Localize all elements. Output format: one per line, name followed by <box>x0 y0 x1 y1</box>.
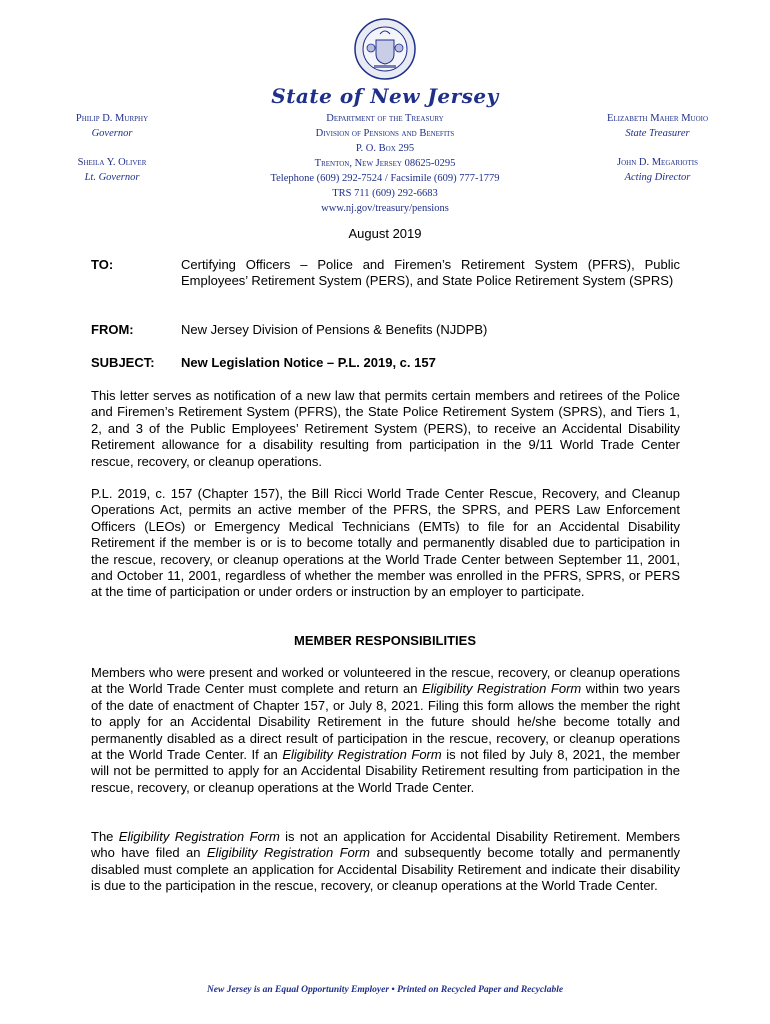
governor-title: Governor <box>91 128 133 139</box>
memo-to-label: TO: <box>91 257 114 272</box>
p4-text-b: is not an application for Accidental Disability Retirement. Members who have filed an <box>91 829 681 861</box>
p4-form-name-1: Eligibility Registration Form <box>118 829 280 844</box>
p3-form-name-2: Eligibility Registration Form <box>282 747 442 763</box>
lt-governor-title: Lt. Governor <box>84 172 140 183</box>
city-address: Trenton, New Jersey 08625-0295 <box>314 158 456 169</box>
p3-text-c: is not filed by July 8, 2021, the member will not be permitted to apply for an Accidental Disability Retirement resulting from participation in the rescue, recovery, or cleanup operations at the World Trade Center. <box>91 747 680 795</box>
p3-text-a: Members who were present and worked or volunteered in the rescue, recovery, or cleanup operations at the World Trade Center must complete and return an <box>91 665 680 697</box>
trs-number: TRS 711 (609) 292-6683 <box>332 188 438 199</box>
director-name: John D. Megariotis <box>617 157 698 168</box>
phone-fax: Telephone (609) 292-7524 / Facsimile (609) 777-1779 <box>270 173 500 184</box>
division-name: Division of Pensions and Benefits <box>315 128 455 139</box>
section-title-member-responsibilities: MEMBER RESPONSIBILITIES <box>293 633 477 648</box>
treasurer-name: Elizabeth Maher Muoio <box>606 113 709 124</box>
state-seal-logo <box>354 18 416 80</box>
memo-subject-label: SUBJECT: <box>91 355 155 370</box>
p4-text-c: and subsequently become totally and permanently disabled must complete an application for Accidental Disability Retirement and indicate their disability is due to the participation in the rescue, recovery, or cleanup operations at the World Trade Center. <box>91 845 680 894</box>
website-link[interactable]: www.nj.gov/treasury/pensions <box>321 203 449 214</box>
letterhead-left-column <box>52 111 172 185</box>
p3-form-name-1: Eligibility Registration Form <box>421 681 582 697</box>
body-paragraph-4 <box>91 829 680 895</box>
director-title: Acting Director <box>624 172 691 183</box>
body-paragraph-3 <box>91 665 680 796</box>
p4-text-a: The <box>91 829 119 844</box>
body-paragraph-1: This letter serves as notification of a new law that permits certain members and retirees of the Police and Firemen’s Retirement System (PFRS), the State Police Retirement System (SPRS), and Tiers 1, 2, and 3 of the Public Employees’ Retirement System (PERS), to receive an Accidental Disability Retirement allowance for a disability resulting from participation in the 9/11 World Trade Center rescue, recovery, or cleanup operations. <box>91 388 680 469</box>
body-paragraph-2: P.L. 2019, c. 157 (Chapter 157), the Bill Ricci World Trade Center Rescue, Recovery, and Cleanup Operations Act, permits an active member of the PFRS, the SPRS, and PERS Law Enforcement Officers (LEOs) or Emergency Medical Technicians (EMTs) to file for an Accidental Disability Retirement if the member is or is to become totally and permanently disabled due to participation in the rescue, recovery, or cleanup operations at the World Trade Center between September 11, 2001, and October 11, 2001, regardless of whether the member was enrolled in the PFRS, SPRS, or PERS at the time of participation or under orders or instruction by an employer to participate. <box>91 486 680 600</box>
memo-from-value: New Jersey Division of Pensions & Benefits (NJDPB) <box>181 322 488 337</box>
state-title: State of New Jersey <box>271 84 499 108</box>
memo-to-value: Certifying Officers – Police and Firemen’s Retirement System (PFRS), Public Employees’ Retirement System (PERS), and State Police Retirement System (SPRS) <box>181 257 680 288</box>
department-name: Department of the Treasury <box>326 113 444 124</box>
po-box: P. O. Box 295 <box>355 143 415 154</box>
memo-from-label: FROM: <box>91 322 134 337</box>
letterhead-right-column <box>585 111 730 185</box>
lt-governor-name: Sheila Y. Oliver <box>77 157 147 168</box>
page-footer: New Jersey is an Equal Opportunity Employer • Printed on Recycled Paper and Recyclable <box>206 985 564 995</box>
letterhead-center-column <box>235 111 535 216</box>
p4-form-name-2: Eligibility Registration Form <box>206 845 370 861</box>
p3-text-b: within two years of the date of enactment of Chapter 157, or July 8, 2021. Filing this form allows the member the right to apply for an Accidental Disability Retirement in the future should he/she become totally and permanently disabled as a direct result of participation in the rescue, recovery, or cleanup operations at the World Trade Center. If an <box>91 681 680 763</box>
treasurer-title: State Treasurer <box>625 128 690 139</box>
memo-date: August 2019 <box>348 226 422 241</box>
governor-name: Philip D. Murphy <box>75 113 149 124</box>
memo-subject-value: New Legislation Notice – P.L. 2019, c. 157 <box>181 355 436 370</box>
